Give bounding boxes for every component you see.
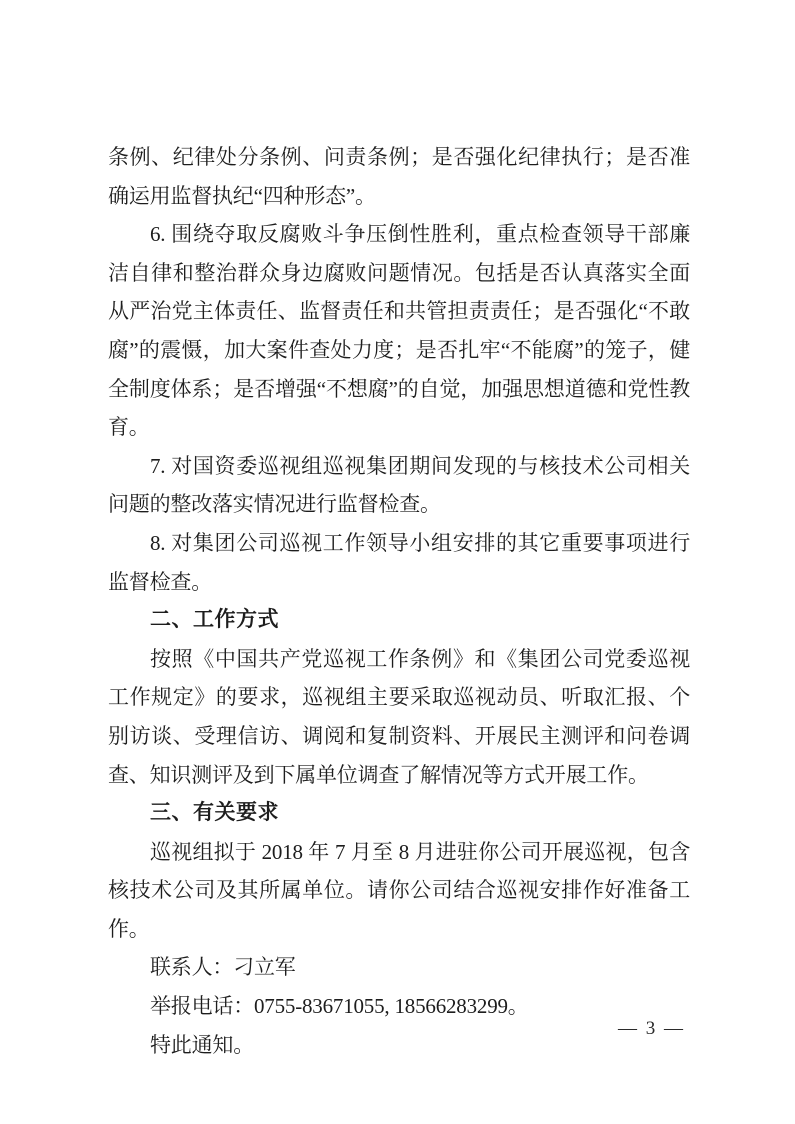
page-number: — 3 — (618, 1018, 685, 1039)
body-paragraph-work-method: 按照《中国共产党巡视工作条例》和《集团公司党委巡视工作规定》的要求，巡视组主要采取巡视动员、听取汇报、个别访谈、受理信访、调阅和复制资料、开展民主测评和问卷调查、知识测评及到下属单位调查了解情况等方式开展工作。 (108, 646, 690, 787)
section-heading-requirements: 三、有关要求 (150, 801, 279, 825)
body-paragraph-item-8: 8. 对集团公司巡视工作领导小组安排的其它重要事项进行监督检查。 (108, 530, 690, 594)
body-paragraph-item-6: 6. 围绕夺取反腐败斗争压倒性胜利，重点检查领导干部廉洁自律和整治群众身边腐败问题情况。包括是否认真落实全面从严治党主体责任、监督责任和共管担责责任；是否强化“不敢腐”的震慑，加大案件查处力度；是否扎牢“不能腐”的笼子，健全制度体系；是否增强“不想腐”的自觉，加强思想道德和党性教育。 (108, 222, 690, 440)
body-paragraph-continuation: 条例、纪律处分条例、问责条例；是否强化纪律执行；是否准确运用监督执纪“四种形态”。 (108, 145, 690, 208)
body-paragraph-closing: 特此通知。 (150, 1032, 254, 1057)
section-heading-work-method: 二、工作方式 (150, 608, 279, 632)
body-paragraph-report-phone: 举报电话：0755-83671055, 18566283299。 (150, 994, 529, 1019)
document-body (108, 138, 690, 1064)
body-paragraph-contact-person: 联系人：刁立军 (150, 955, 296, 980)
body-paragraph-schedule: 巡视组拟于 2018 年 7 月至 8 月进驻你公司开展巡视，包含核技术公司及其所属单位。请你公司结合巡视安排作好准备工作。 (108, 839, 690, 941)
body-paragraph-item-7: 7. 对国资委巡视组巡视集团期间发现的与核技术公司相关问题的整改落实情况进行监督检查。 (108, 453, 690, 517)
